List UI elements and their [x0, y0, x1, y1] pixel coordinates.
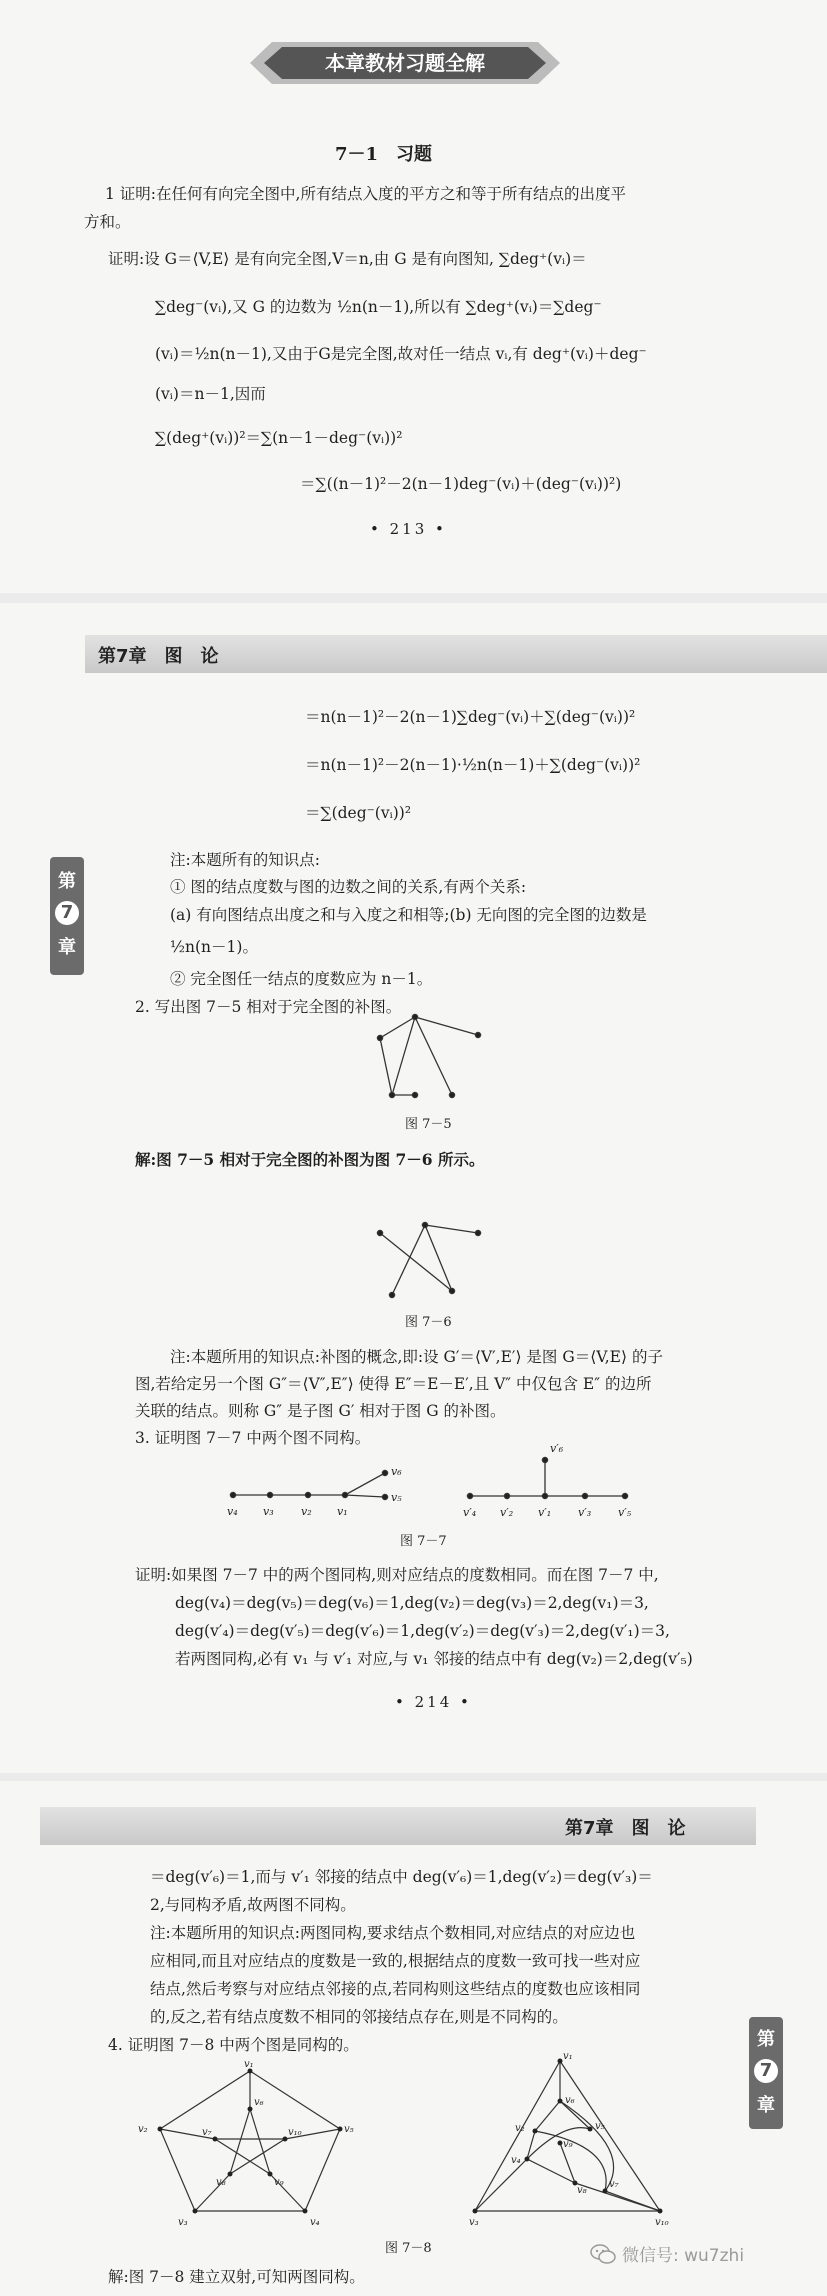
fig77-left-label-v5: v₅ — [391, 1491, 402, 1504]
tab-char-1: 第 — [757, 2029, 775, 2050]
note-2: ② 完全图任一结点的度数应为 n－1。 — [170, 970, 433, 988]
equation-1: ∑(deg⁺(vᵢ))²＝∑(n－1－deg⁻(vᵢ))² — [155, 429, 403, 447]
fig78-left-label-v3: v₃ — [178, 2217, 188, 2228]
equation-2: ＝∑((n－1)²－2(n－1)deg⁻(vᵢ)＋(deg⁻(vᵢ))²) — [300, 475, 622, 493]
figure-7-7-right — [460, 1438, 650, 1523]
fig77-left-label-v2: v₂ — [301, 1505, 312, 1518]
figure-7-8-left — [130, 2059, 370, 2229]
chapter-side-tab — [749, 2017, 783, 2129]
figure-7-5 — [370, 1013, 490, 1103]
fig77-left-label-v3: v₃ — [263, 1505, 274, 1518]
solution-2: 解:图 7－5 相对于完全图的补图为图 7－6 所示。 — [135, 1150, 485, 1169]
note-line3: 结点,然后考察与对应结点邻接的点,若同构则这些结点的度数也应该相同 — [150, 1980, 641, 1998]
tab-char-1: 第 — [58, 871, 76, 892]
note-line4: 的,反之,若有结点度数不相同的邻接结点存在,则是不同构的。 — [150, 2008, 568, 2026]
note-line2: 应相同,而且对应结点的度数是一致的,根据结点的度数一致可找一些对应 — [150, 1952, 641, 1970]
problem-4: 4. 证明图 7－8 中两个图是同构的。 — [108, 2036, 359, 2054]
note-1b: ½n(n－1)。 — [170, 938, 258, 956]
fig78-left-label-v2: v₂ — [138, 2124, 148, 2135]
fig77-left-label-v1: v₁ — [337, 1505, 348, 1518]
fig78-right-label-v1: v₁ — [563, 2051, 573, 2062]
page-number: • 214 • — [395, 1693, 472, 1711]
tab-char-3: 章 — [757, 2095, 775, 2116]
fig78-right-label-v5: v₅ — [595, 2121, 605, 2132]
proof-line4: (vᵢ)＝n－1,因而 — [155, 385, 266, 403]
fig78-right-label-v6: v₆ — [565, 2095, 575, 2106]
figure-7-8-right — [465, 2051, 685, 2231]
section-title: 7－1 习题 — [335, 144, 433, 165]
fig77-right-label-v3: v′₃ — [578, 1506, 592, 1519]
page-213 — [0, 0, 827, 593]
fig77-right-label-v1: v′₁ — [538, 1506, 552, 1519]
note3-line1: 注:本题所用的知识点:补图的概念,即:设 G′＝⟨V′,E′⟩ 是图 G＝⟨V,E⟩ 的子 — [170, 1348, 663, 1366]
figure-7-6-caption: 图 7－6 — [405, 1315, 452, 1330]
problem1-line2: 方和。 — [84, 213, 131, 231]
fig78-left-label-v4: v₄ — [310, 2217, 320, 2228]
problem-3: 3. 证明图 7－7 中两个图不同构。 — [135, 1429, 371, 1447]
fig78-left-label-v6: v₆ — [254, 2097, 264, 2108]
proof3-line4: 若两图同构,必有 v₁ 与 v′₁ 对应,与 v₁ 邻接的结点中有 deg(v₂)＝2,deg(v′₅) — [175, 1650, 693, 1668]
page-215 — [0, 1781, 827, 2296]
chapter-banner — [250, 38, 560, 88]
fig78-right-label-v8: v₈ — [577, 2185, 587, 2196]
note-1: ① 图的结点度数与图的边数之间的关系,有两个关系: — [170, 878, 527, 896]
fig78-right-label-v9: v₉ — [563, 2139, 573, 2150]
fig78-right-label-v4: v₄ — [511, 2155, 521, 2166]
proof3-line1: 证明:如果图 7－7 中的两个图同构,则对应结点的度数相同。而在图 7－7 中, — [135, 1566, 659, 1584]
proof-line3: (vᵢ)＝½n(n－1),又由于G是完全图,故对任一结点 vᵢ,有 deg⁺(vᵢ)＋deg⁻ — [155, 345, 647, 363]
note-line1: 注:本题所用的知识点:两图同构,要求结点个数相同,对应结点的对应边也 — [150, 1924, 636, 1942]
note-1a: (a) 有向图结点出度之和与入度之和相等;(b) 无向图的完全图的边数是 — [170, 906, 647, 924]
chapter-header: 第7章 图 论 — [98, 646, 219, 667]
figure-7-7-left — [225, 1453, 415, 1523]
proof-line1: 证明:设 G＝⟨V,E⟩ 是有向完全图,V＝n,由 G 是有向图知, ∑deg⁺(vᵢ)＝ — [108, 250, 587, 268]
fig78-left-label-v5: v₅ — [344, 2124, 354, 2135]
fig78-right-label-v3: v₃ — [469, 2217, 479, 2228]
equation-4: ＝n(n－1)²－2(n－1)·½n(n－1)＋∑(deg⁻(vᵢ))² — [305, 756, 641, 774]
fig77-right-label-v6: v′₆ — [550, 1442, 564, 1455]
equation-3: ＝n(n－1)²－2(n－1)∑deg⁻(vᵢ)＋∑(deg⁻(vᵢ))² — [305, 708, 636, 726]
figure-7-6 — [370, 1213, 490, 1303]
page-214 — [0, 603, 827, 1773]
figure-7-8-caption: 图 7－8 — [385, 2241, 432, 2256]
problem-2: 2. 写出图 7－5 相对于完全图的补图。 — [135, 998, 402, 1016]
proof3-line2: deg(v₄)＝deg(v₅)＝deg(v₆)＝1,deg(v₂)＝deg(v₃)＝2,deg(v₁)＝3, — [175, 1594, 649, 1612]
watermark — [590, 2241, 744, 2266]
fig78-left-label-v9: v₉ — [274, 2177, 284, 2188]
wechat-icon — [590, 2243, 616, 2265]
fig77-left-label-v4: v₄ — [227, 1505, 238, 1518]
proof-line2: ∑deg⁻(vᵢ),又 G 的边数为 ½n(n－1),所以有 ∑deg⁺(vᵢ)＝∑deg⁻ — [155, 298, 602, 316]
note3-line3: 关联的结点。则称 G″ 是子图 G′ 相对于图 G 的补图。 — [135, 1402, 506, 1420]
chapter-header: 第7章 图 论 — [565, 1818, 686, 1839]
line-2: 2,与同构矛盾,故两图不同构。 — [150, 1896, 356, 1914]
fig78-left-label-v1: v₁ — [244, 2059, 254, 2070]
banner-title: 本章教材习题全解 — [325, 51, 485, 75]
proof3-line3: deg(v′₄)＝deg(v′₅)＝deg(v′₆)＝1,deg(v′₂)＝deg(v′₃)＝2,deg(v′₁)＝3, — [175, 1622, 670, 1640]
tab-char-2: 7 — [55, 901, 79, 925]
solution-4: 解:图 7－8 建立双射,可知两图同构。 — [108, 2268, 365, 2286]
problem1-line1: 1 证明:在任何有向完全图中,所有结点入度的平方之和等于所有结点的出度平 — [105, 185, 626, 203]
note3-line2: 图,若给定另一个图 G″＝⟨V″,E″⟩ 使得 E″＝E－E′,且 V″ 中仅包含 E″ 的边所 — [135, 1375, 652, 1393]
fig78-left-label-v10: v₁₀ — [288, 2127, 302, 2138]
tab-char-3: 章 — [58, 937, 76, 958]
fig77-right-label-v2: v′₂ — [500, 1506, 514, 1519]
fig77-right-label-v4: v′₄ — [463, 1506, 477, 1519]
fig78-right-label-v2: v₂ — [515, 2123, 525, 2134]
fig78-right-label-v10: v₁₀ — [655, 2217, 669, 2228]
figure-7-7-caption: 图 7－7 — [400, 1534, 447, 1549]
tab-char-2: 7 — [754, 2059, 778, 2083]
fig78-left-label-v7: v₇ — [202, 2127, 212, 2138]
page-number: • 213 • — [370, 520, 447, 538]
fig77-right-label-v5: v′₅ — [618, 1506, 632, 1519]
fig78-left-label-v8: v₈ — [216, 2177, 226, 2188]
chapter-side-tab — [50, 857, 84, 975]
line-1: ＝deg(v′₆)＝1,而与 v′₁ 邻接的结点中 deg(v′₆)＝1,deg(v′₂)＝deg(v′₃)＝ — [150, 1868, 653, 1886]
note-title: 注:本题所有的知识点: — [170, 851, 320, 869]
watermark-text: 微信号: wu7zhi — [622, 2246, 745, 2266]
equation-5: ＝∑(deg⁻(vᵢ))² — [305, 804, 412, 822]
fig77-left-label-v6: v₆ — [391, 1465, 402, 1478]
fig78-right-label-v7: v₇ — [609, 2179, 619, 2190]
figure-7-5-caption: 图 7－5 — [405, 1117, 452, 1132]
